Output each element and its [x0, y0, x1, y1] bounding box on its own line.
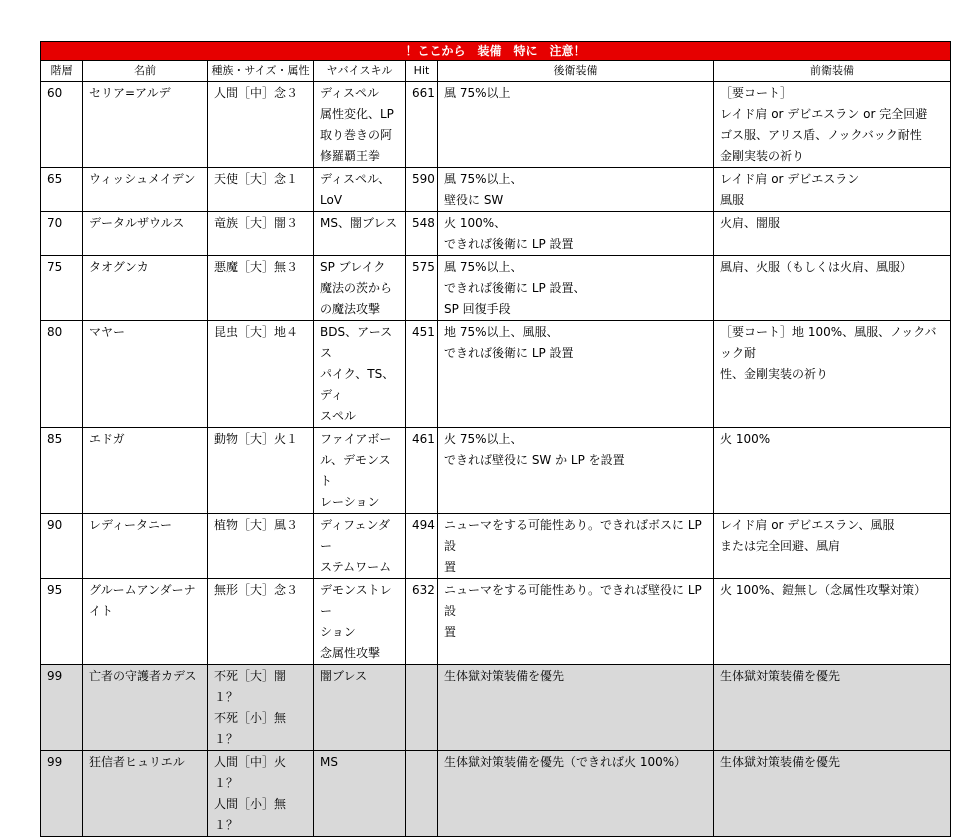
- warning-banner: ！ここから 装備 特に 注意！: [41, 42, 951, 61]
- table-row: [41, 256, 951, 321]
- cell-floor: 85: [41, 428, 83, 514]
- cell-back-equip: 風 75%以上、 壁役に SW: [438, 168, 714, 212]
- table-row: [41, 665, 951, 751]
- cell-front-equip: ［要コート］ レイド肩 or デビエスラン or 完全回避 ゴス服、アリス盾、ノックバック耐性 金剛実装の祈り: [714, 82, 951, 168]
- cell-race: 不死［大］闇１？ 不死［小］無１？: [208, 665, 314, 751]
- cell-race: 悪魔［大］無３: [208, 256, 314, 321]
- table-row: [41, 168, 951, 212]
- cell-back-equip: 火 100%、 できれば後衛に LP 設置: [438, 212, 714, 256]
- warning-banner-row: [41, 42, 951, 61]
- cell-name: グルームアンダーナ イト: [83, 579, 208, 665]
- header-race: 種族・サイズ・属性: [208, 61, 314, 82]
- cell-back-equip: 風 75%以上: [438, 82, 714, 168]
- header-name: 名前: [83, 61, 208, 82]
- cell-front-equip: レイド肩 or デビエスラン、風服 または完全回避、風肩: [714, 514, 951, 579]
- header-back-equip: 後衛装備: [438, 61, 714, 82]
- cell-back-equip: ニューマをする可能性あり。できれば壁役に LP 設 置: [438, 579, 714, 665]
- cell-front-equip: 火肩、闇服: [714, 212, 951, 256]
- cell-front-equip: 生体獄対策装備を優先: [714, 665, 951, 751]
- cell-front-equip: 風肩、火服（もしくは火肩、風服）: [714, 256, 951, 321]
- cell-name: レディータニー: [83, 514, 208, 579]
- cell-skill: デモンストレー ション 念属性攻撃: [314, 579, 406, 665]
- cell-floor: 99: [41, 665, 83, 751]
- cell-floor: 75: [41, 256, 83, 321]
- table-row: [41, 82, 951, 168]
- cell-race: 動物［大］火１: [208, 428, 314, 514]
- cell-hit: [406, 665, 438, 751]
- cell-back-equip: 地 75%以上、風服、 できれば後衛に LP 設置: [438, 321, 714, 428]
- cell-skill: ディスペル 属性変化、LP 取り巻きの阿 修羅覇王拳: [314, 82, 406, 168]
- cell-name: タオグンカ: [83, 256, 208, 321]
- cell-name: ウィッシュメイデン: [83, 168, 208, 212]
- cell-front-equip: ［要コート］地 100%、風服、ノックバック耐 性、金剛実装の祈り: [714, 321, 951, 428]
- cell-floor: 99: [41, 751, 83, 837]
- cell-back-equip: ニューマをする可能性あり。できればボスに LP 設 置: [438, 514, 714, 579]
- table-row: [41, 428, 951, 514]
- cell-skill: 闇ブレス: [314, 665, 406, 751]
- cell-floor: 70: [41, 212, 83, 256]
- cell-hit: 494: [406, 514, 438, 579]
- cell-skill: ディフェンダー ステムワーム: [314, 514, 406, 579]
- cell-back-equip: 生体獄対策装備を優先: [438, 665, 714, 751]
- header-hit: Hit: [406, 61, 438, 82]
- cell-hit: 590: [406, 168, 438, 212]
- cell-front-equip: 火 100%: [714, 428, 951, 514]
- header-floor: 階層: [41, 61, 83, 82]
- boss-equipment-table: [40, 41, 951, 837]
- cell-race: 人間［中］火１？ 人間［小］無１？: [208, 751, 314, 837]
- cell-floor: 90: [41, 514, 83, 579]
- cell-name: マヤー: [83, 321, 208, 428]
- cell-front-equip: レイド肩 or デビエスラン 風服: [714, 168, 951, 212]
- cell-front-equip: 火 100%、鎧無し（念属性攻撃対策）: [714, 579, 951, 665]
- table-row: [41, 514, 951, 579]
- cell-skill: MS: [314, 751, 406, 837]
- cell-name: 亡者の守護者カデス: [83, 665, 208, 751]
- cell-skill: BDS、アースス パイク、TS、ディ スペル: [314, 321, 406, 428]
- cell-back-equip: 生体獄対策装備を優先（できれば火 100%）: [438, 751, 714, 837]
- cell-name: データルザウルス: [83, 212, 208, 256]
- table-row: [41, 751, 951, 837]
- cell-skill: MS、闇ブレス: [314, 212, 406, 256]
- cell-floor: 65: [41, 168, 83, 212]
- cell-floor: 80: [41, 321, 83, 428]
- cell-hit: [406, 751, 438, 837]
- cell-back-equip: 風 75%以上、 できれば後衛に LP 設置、 SP 回復手段: [438, 256, 714, 321]
- header-front-equip: 前衛装備: [714, 61, 951, 82]
- cell-hit: 661: [406, 82, 438, 168]
- cell-race: 植物［大］風３: [208, 514, 314, 579]
- cell-race: 竜族［大］闇３: [208, 212, 314, 256]
- table-row: [41, 321, 951, 428]
- cell-race: 昆虫［大］地４: [208, 321, 314, 428]
- cell-front-equip: 生体獄対策装備を優先: [714, 751, 951, 837]
- header-skill: ヤバイスキル: [314, 61, 406, 82]
- cell-hit: 451: [406, 321, 438, 428]
- cell-floor: 95: [41, 579, 83, 665]
- cell-hit: 548: [406, 212, 438, 256]
- cell-hit: 575: [406, 256, 438, 321]
- cell-skill: SP ブレイク 魔法の茨から の魔法攻撃: [314, 256, 406, 321]
- cell-skill: ファイアボー ル、デモンスト レーション: [314, 428, 406, 514]
- header-row: [41, 61, 951, 82]
- cell-name: エドガ: [83, 428, 208, 514]
- cell-hit: 632: [406, 579, 438, 665]
- cell-race: 天使［大］念１: [208, 168, 314, 212]
- cell-skill: ディスペル、 LoV: [314, 168, 406, 212]
- cell-name: 狂信者ヒュリエル: [83, 751, 208, 837]
- cell-name: セリア=アルデ: [83, 82, 208, 168]
- cell-race: 無形［大］念３: [208, 579, 314, 665]
- table-row: [41, 579, 951, 665]
- cell-race: 人間［中］念３: [208, 82, 314, 168]
- cell-floor: 60: [41, 82, 83, 168]
- cell-back-equip: 火 75%以上、 できれば壁役に SW か LP を設置: [438, 428, 714, 514]
- table-row: [41, 212, 951, 256]
- cell-hit: 461: [406, 428, 438, 514]
